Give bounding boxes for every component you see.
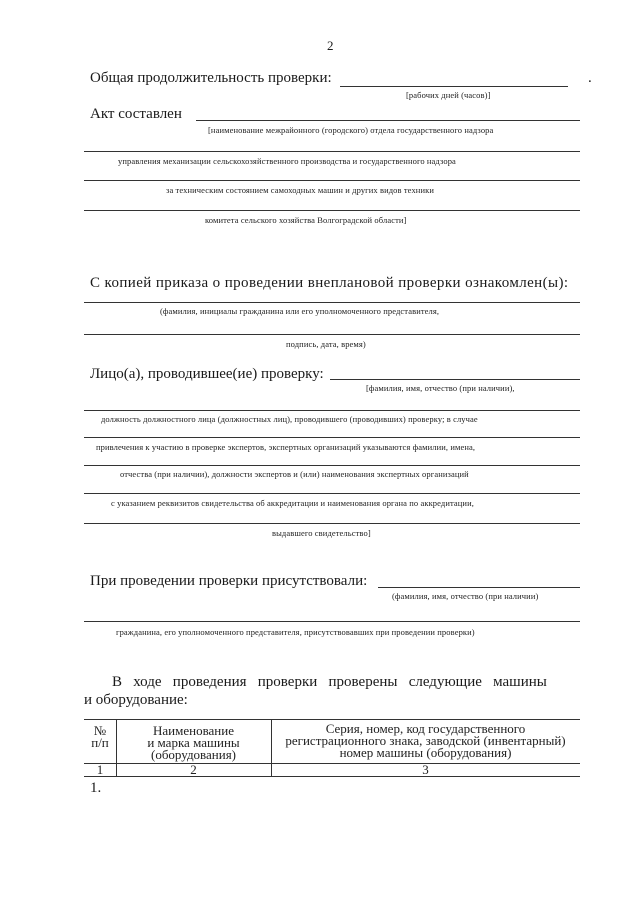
header-number-line-1: №: [93, 723, 107, 738]
copy-label: С копией приказа о проведении внеплановой проверки ознакомлен(ы):: [90, 275, 569, 291]
header-name-line-3: (оборудования): [150, 747, 237, 762]
inspector-line-1: [330, 379, 580, 380]
present-line-2: [84, 621, 580, 622]
header-name: [116, 725, 271, 761]
duration-line: [340, 86, 568, 87]
table-index-bottom: [84, 776, 580, 777]
inspector-caption-6: выдавшего свидетельство]: [272, 528, 371, 538]
index-cell-1: 1: [96, 762, 104, 777]
inspector-caption-1: [фамилия, имя, отчество (при наличии),: [366, 383, 515, 393]
inspector-line-6: [84, 523, 580, 524]
act-label: Акт составлен: [90, 106, 182, 122]
present-label: При проведении проверки присутствовали:: [90, 573, 368, 589]
table-top-border: [84, 719, 580, 720]
act-line-1: [196, 120, 580, 121]
inspector-caption-4: отчества (при наличии), должности экспертов и (или) наименования экспертных организаций: [120, 469, 469, 479]
act-caption-4: комитета сельского хозяйства Волгоградской области]: [205, 215, 407, 225]
copy-caption-2: подпись, дата, время): [286, 339, 366, 349]
page-number: 2: [327, 38, 334, 53]
present-caption-2: гражданина, его уполномоченного представителя, присутствовавших при проведении проверки): [116, 627, 475, 637]
machines-intro-1: В ходе проведения проверки проверены следующие машины: [112, 674, 547, 690]
inspector-caption-2: должность должностного лица (должностных лиц), проводившего (проводивших) проверку; в случае: [101, 414, 478, 424]
duration-caption: [рабочих дней (часов)]: [406, 90, 491, 100]
inspector-line-5: [84, 493, 580, 494]
act-caption-1: [наименование межрайонного (городского) отдела государственного надзора: [208, 125, 494, 135]
act-line-3: [84, 180, 580, 181]
copy-caption-1: (фамилия, инициалы гражданина или его уполномоченного представителя,: [160, 306, 440, 316]
copy-line-2: [84, 334, 580, 335]
inspector-caption-5: с указанием реквизитов свидетельства об аккредитации и наименования органа по аккредитации,: [111, 498, 474, 508]
act-caption-2: управления механизации сельскохозяйственного производства и государственного надзора: [118, 156, 456, 166]
act-line-4: [84, 210, 580, 211]
inspector-line-3: [84, 437, 580, 438]
header-serial-line-3: номер машины (оборудования): [339, 745, 512, 760]
header-serial: [271, 723, 580, 759]
duration-label: Общая продолжительность проверки:: [90, 70, 332, 86]
inspector-label: Лицо(а), проводившее(ие) проверку:: [90, 366, 324, 382]
inspector-line-2: [84, 410, 580, 411]
present-line-1: [378, 587, 580, 588]
duration-dot: .: [588, 70, 592, 86]
header-name-line-1: Наименование: [153, 723, 234, 738]
header-serial-line-1: Серия, номер, код государственного: [325, 721, 526, 736]
act-line-2: [84, 151, 580, 152]
table-row-1-number: 1.: [90, 780, 102, 796]
index-cell-3: 3: [422, 762, 429, 777]
index-cell-2: 2: [190, 762, 197, 777]
inspector-caption-3: привлечения к участию в проверке экспертов, экспертных организаций указываются фамилии, имена,: [96, 442, 476, 452]
act-caption-3: за техническим состоянием самоходных машин и других видов техники: [166, 185, 434, 195]
header-name-line-2: и марка машины: [147, 735, 240, 750]
machines-intro-2: и оборудование:: [84, 692, 188, 708]
copy-line-1: [84, 302, 580, 303]
present-caption-1: (фамилия, имя, отчество (при наличии): [392, 591, 539, 601]
header-number-line-2: п/п: [91, 735, 109, 750]
header-number: [84, 725, 116, 749]
inspector-line-4: [84, 465, 580, 466]
header-serial-line-2: регистрационного знака, заводской (инвентарный): [285, 733, 566, 748]
